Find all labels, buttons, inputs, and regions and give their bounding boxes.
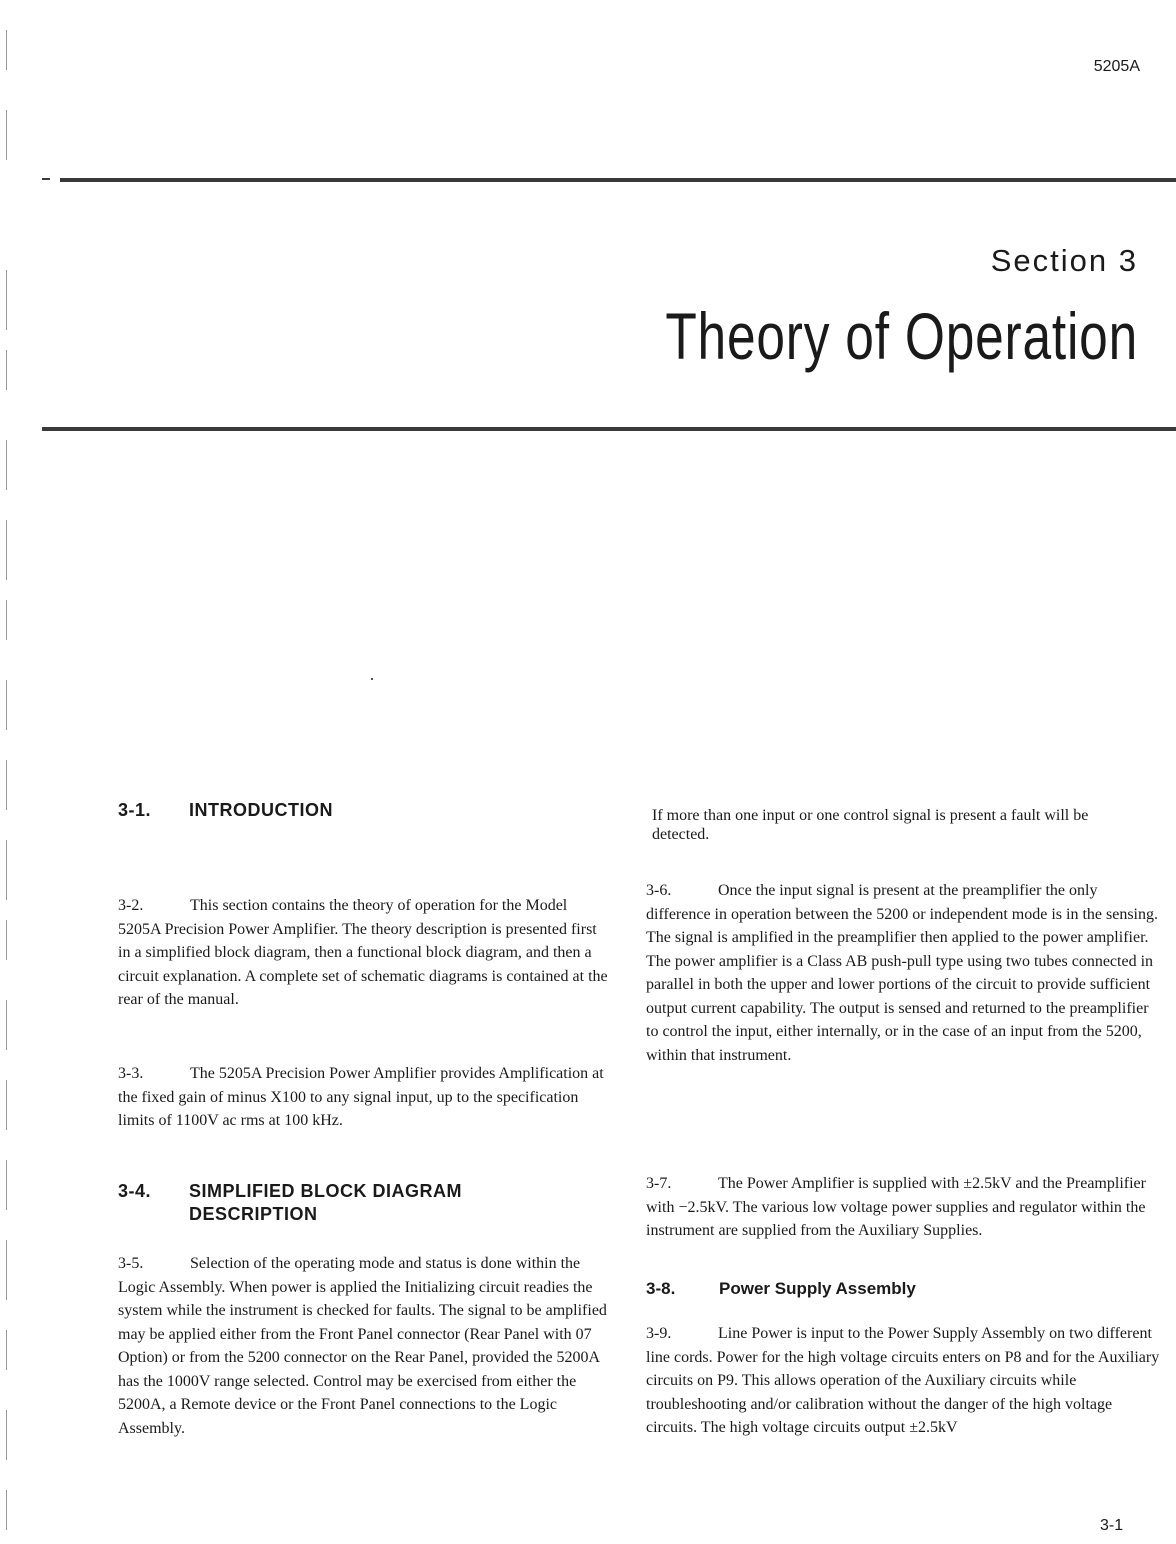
paragraph-3-9 [646,1322,1160,1440]
header-rule [60,178,1176,182]
title-rule [42,427,1176,431]
heading-power-supply-assembly [646,1277,1160,1301]
paragraph-3-2 [118,894,610,1012]
heading-text: SIMPLIFIED BLOCK DIAGRAM DESCRIPTION [189,1181,462,1224]
heading-text: INTRODUCTION [189,800,333,820]
header-rule-tick [42,178,50,180]
model-number: 5205A [1093,58,1140,75]
paragraph-3-7 [646,1172,1160,1243]
heading-text: Power Supply Assembly [719,1279,916,1298]
heading-number: 3-8. [646,1279,676,1298]
paragraph-3-5 [118,1252,610,1440]
paragraph-3-5-continued: If more than one input or one control signal is present a fault will be detected. [652,807,1089,843]
paragraph-text: This section contains the theory of operation for the Model 5205A Precision Power Amplifier. The theory description is presented first in a simplified block diagram, then a functional block diagram, and then a circuit explanation. A complete set of schematic diagrams is contained at the rear of the manual. [118,897,608,1008]
paragraph-text: Once the input signal is present at the preamplifier the only difference in operation between the 5200 or independent mode is in the sensing. The signal is amplified in the preamplifier then applied to the power amplifier. The power amplifier is a Class AB push-pull type using two tubes connected in parallel in both the upper and lower portions of the circuit to provide sufficient output current capability. The output is sensed and returned to the preamplifier to control the input, either internally, or in the case of an input from the 5200, within that instrument. [646,882,1158,1064]
heading-number: 3-4. [118,1181,152,1201]
paragraph-3-3 [118,1062,610,1133]
heading-simplified-block-diagram [118,1180,610,1226]
paragraph-number: 3-3. [118,1065,144,1082]
heading-number: 3-1. [118,800,152,820]
paragraph-text: Line Power is input to the Power Supply Assembly on two different line cords. Power for the high voltage circuits enters on P8 and for the Auxiliary circuits on P9. This allows operation of the Auxiliary circuits while troubleshooting and/or calibration without the danger of the high voltage circuits. The high voltage circuits output ±2.5kV [646,1325,1160,1436]
paragraph-number: 3-9. [646,1325,672,1342]
scan-speck [371,678,373,680]
heading-introduction [118,799,610,822]
paragraph-3-6 [646,879,1160,1067]
paragraph-text: The Power Amplifier is supplied with ±2.5kV and the Preamplifier with −2.5kV. The various low voltage power supplies and regulator within the instrument are supplied from the Auxiliary Supplies. [646,1175,1146,1239]
paragraph-text: Selection of the operating mode and status is done within the Logic Assembly. When power is applied the Initializing circuit readies the system while the instrument is checked for faults. The signal to be amplified may be applied either from the Front Panel connector (Rear Panel with 07 Option) or from the 5200 connector on the Rear Panel, provided the 5200A has the 1000V range selected. Control may be exercised from either the 5200A, a Remote device or the Front Panel connections to the Logic Assembly. [118,1255,607,1437]
binding-marks [6,0,12,1544]
paragraph-number: 3-7. [646,1175,672,1192]
paragraph-number: 3-2. [118,897,144,914]
paragraph-number: 3-6. [646,882,672,899]
paragraph-number: 3-5. [118,1255,144,1272]
section-label: Section 3 [990,243,1138,278]
paragraph-text: The 5205A Precision Power Amplifier provides Amplification at the fixed gain of minus X100 to any signal input, up to the specification limits of 1100V ac rms at 100 kHz. [118,1065,604,1129]
page-number: 3-1 [1100,1517,1124,1534]
section-title: Theory of Operation [665,299,1138,373]
